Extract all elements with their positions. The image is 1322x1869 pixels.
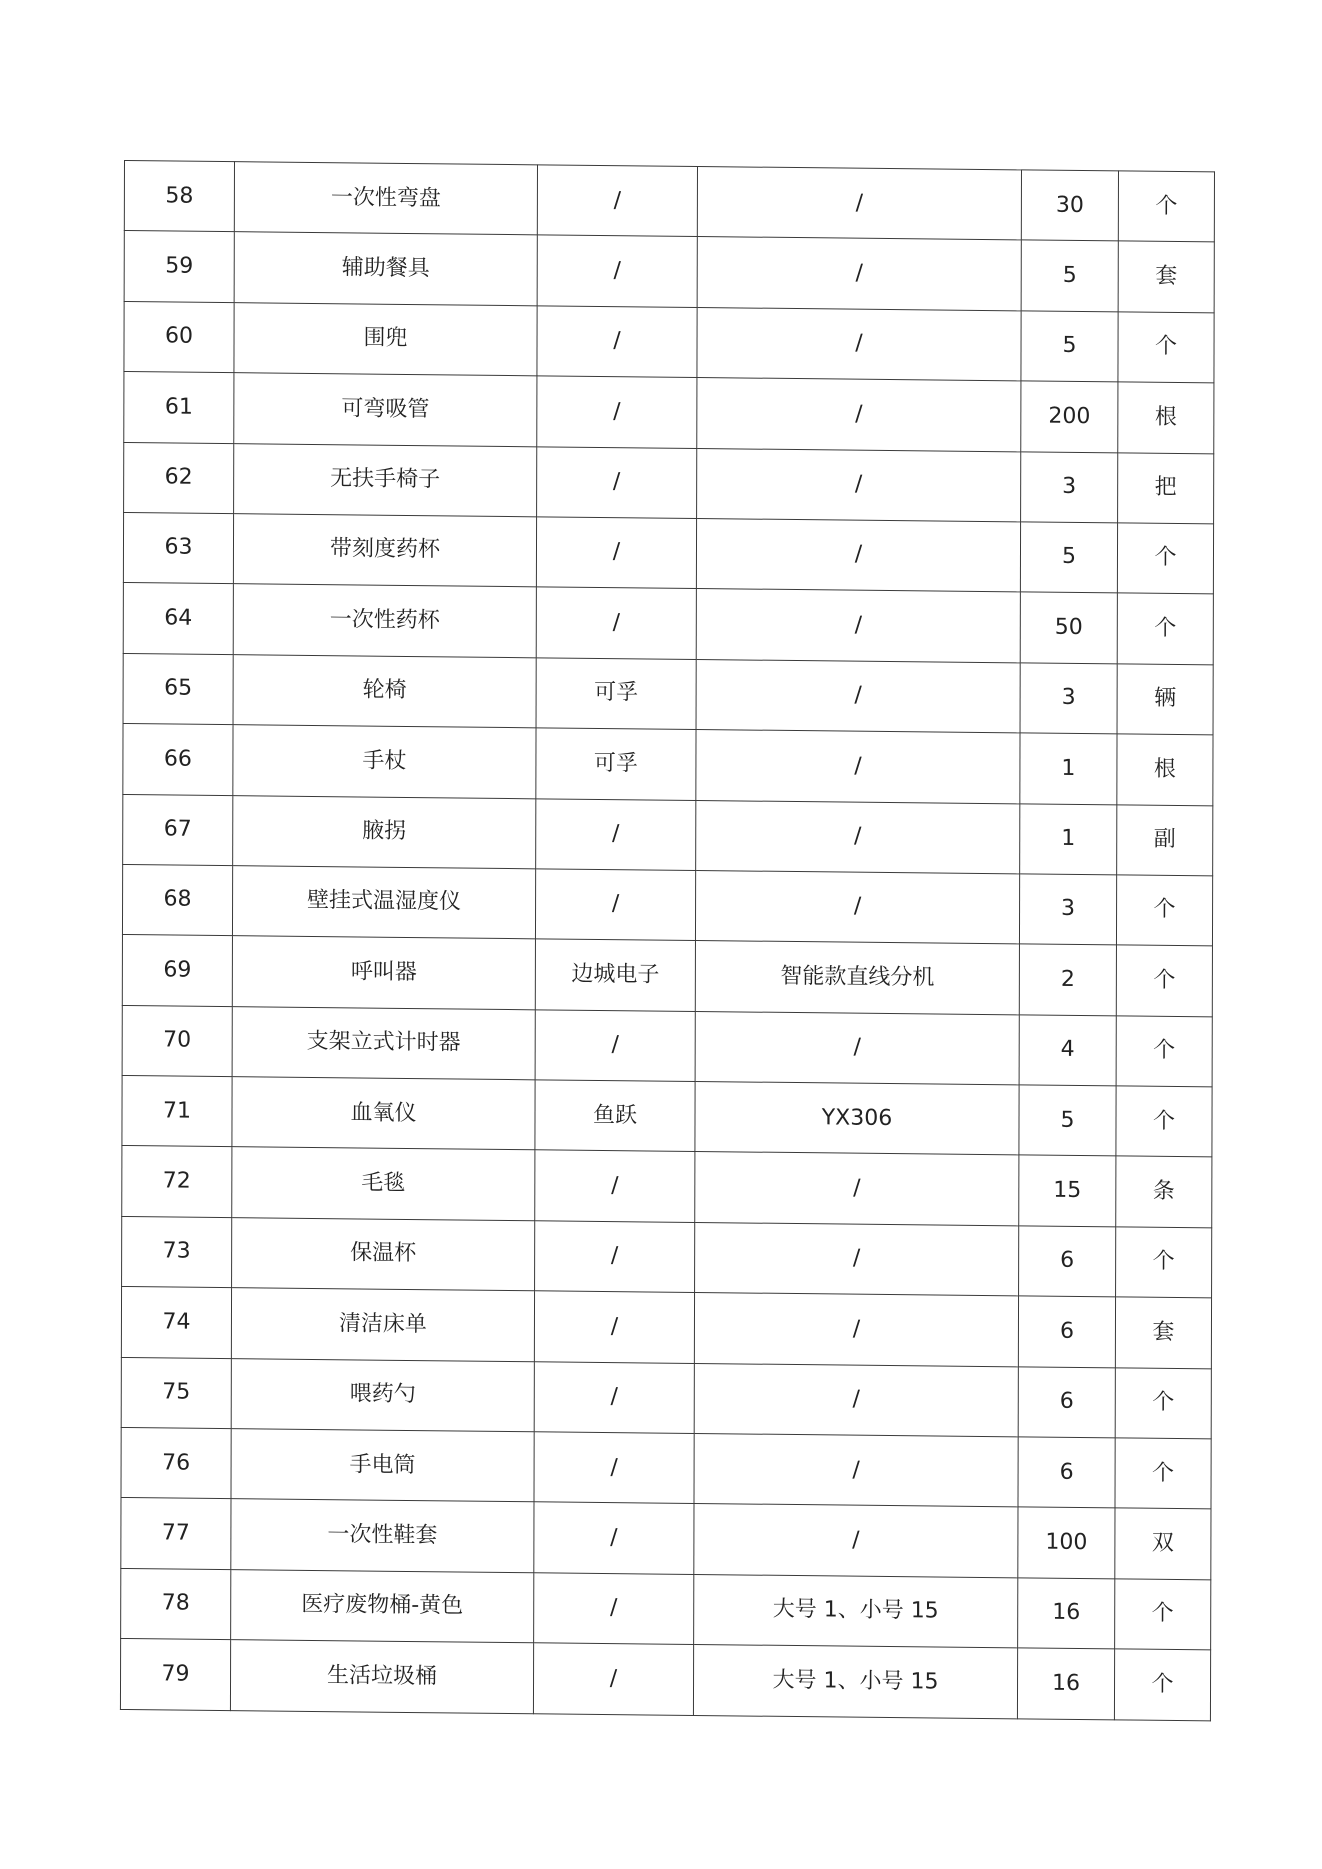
item-name-cell: 带刻度药杯 [233, 514, 536, 588]
brand-cell: / [535, 1009, 695, 1081]
quantity-cell: 3 [1021, 451, 1118, 522]
model-cell: / [696, 800, 1020, 874]
model-cell: / [697, 448, 1021, 522]
equipment-table-body [120, 161, 1214, 1721]
model-cell: / [697, 237, 1021, 311]
brand-cell: 鱼跃 [535, 1080, 695, 1152]
item-name-cell: 毛毯 [232, 1147, 535, 1221]
row-number-cell: 70 [122, 1005, 232, 1077]
brand-cell: / [536, 587, 696, 659]
unit-cell: 根 [1118, 382, 1214, 453]
model-cell: YX306 [695, 1082, 1019, 1156]
brand-cell: / [534, 1502, 694, 1574]
table-row [122, 1076, 1212, 1158]
table-row [121, 1357, 1211, 1439]
table-row [120, 1639, 1210, 1721]
unit-cell: 个 [1116, 875, 1212, 946]
table-row [124, 231, 1214, 313]
table-row [123, 794, 1213, 876]
row-number-cell: 63 [123, 512, 233, 584]
table-row [122, 1146, 1212, 1228]
model-cell: / [694, 1434, 1018, 1508]
row-number-cell: 74 [121, 1287, 231, 1359]
brand-cell: / [536, 798, 696, 870]
model-cell: 智能款直线分机 [695, 941, 1019, 1015]
item-name-cell: 辅助餐具 [234, 232, 537, 306]
item-name-cell: 喂药勺 [231, 1358, 534, 1432]
model-cell: / [695, 1222, 1019, 1296]
model-cell: / [696, 589, 1020, 663]
item-name-cell: 支架立式计时器 [232, 1006, 535, 1080]
brand-cell: 边城电子 [535, 939, 695, 1011]
item-name-cell: 围兜 [234, 302, 537, 376]
model-cell: / [697, 307, 1021, 381]
unit-cell: 个 [1117, 523, 1213, 594]
model-cell: / [695, 870, 1019, 944]
row-number-cell: 59 [124, 231, 234, 303]
row-number-cell: 68 [122, 864, 232, 936]
quantity-cell: 3 [1019, 874, 1116, 945]
table-row [124, 161, 1214, 243]
unit-cell: 个 [1116, 1016, 1212, 1087]
row-number-cell: 60 [124, 301, 234, 373]
table-row [124, 301, 1214, 383]
table-row [121, 1287, 1211, 1369]
unit-cell: 个 [1115, 1579, 1211, 1650]
brand-cell: / [537, 376, 697, 448]
unit-cell: 个 [1115, 1438, 1211, 1509]
brand-cell: / [537, 165, 697, 237]
row-number-cell: 69 [122, 935, 232, 1007]
row-number-cell: 77 [121, 1498, 231, 1570]
table-row [123, 653, 1213, 735]
brand-cell: / [537, 306, 697, 378]
row-number-cell: 73 [122, 1216, 232, 1288]
unit-cell: 个 [1117, 593, 1213, 664]
table-row [122, 864, 1212, 946]
unit-cell: 条 [1116, 1156, 1212, 1227]
quantity-cell: 4 [1019, 1015, 1116, 1086]
quantity-cell: 5 [1021, 311, 1118, 382]
brand-cell: 可孚 [536, 658, 696, 730]
item-name-cell: 可弯吸管 [234, 373, 537, 447]
row-number-cell: 75 [121, 1357, 231, 1429]
unit-cell: 副 [1117, 804, 1213, 875]
brand-cell: / [537, 446, 697, 518]
quantity-cell: 16 [1017, 1648, 1114, 1719]
quantity-cell: 30 [1021, 170, 1118, 241]
model-cell: 大号 1、小号 15 [694, 1574, 1018, 1648]
brand-cell: / [534, 1361, 694, 1433]
unit-cell: 套 [1115, 1297, 1211, 1368]
item-name-cell: 生活垃圾桶 [230, 1640, 533, 1714]
item-name-cell: 清洁床单 [231, 1288, 534, 1362]
unit-cell: 套 [1118, 241, 1214, 312]
brand-cell: 可孚 [536, 728, 696, 800]
unit-cell: 个 [1116, 1086, 1212, 1157]
quantity-cell: 16 [1018, 1578, 1115, 1649]
row-number-cell: 64 [123, 583, 233, 655]
quantity-cell: 6 [1019, 1226, 1116, 1297]
row-number-cell: 66 [123, 724, 233, 796]
row-number-cell: 79 [120, 1639, 230, 1711]
quantity-cell: 3 [1020, 663, 1117, 734]
row-number-cell: 67 [123, 794, 233, 866]
unit-cell: 把 [1118, 452, 1214, 523]
model-cell: / [695, 1152, 1019, 1226]
unit-cell: 个 [1115, 1368, 1211, 1439]
item-name-cell: 壁挂式温湿度仪 [232, 866, 535, 940]
item-name-cell: 医疗废物桶-黄色 [231, 1569, 534, 1643]
quantity-cell: 15 [1019, 1155, 1116, 1226]
item-name-cell: 轮椅 [233, 654, 536, 728]
item-name-cell: 无扶手椅子 [234, 443, 537, 517]
model-cell: / [695, 1011, 1019, 1085]
row-number-cell: 58 [124, 161, 234, 233]
row-number-cell: 72 [122, 1146, 232, 1218]
table-row [121, 1428, 1211, 1510]
unit-cell: 双 [1115, 1508, 1211, 1579]
quantity-cell: 5 [1019, 1085, 1116, 1156]
table-row [124, 442, 1214, 524]
quantity-cell: 5 [1021, 240, 1118, 311]
item-name-cell: 手电筒 [231, 1429, 534, 1503]
unit-cell: 个 [1114, 1649, 1210, 1720]
quantity-cell: 6 [1018, 1437, 1115, 1508]
row-number-cell: 78 [121, 1568, 231, 1640]
quantity-cell: 1 [1020, 803, 1117, 874]
item-name-cell: 保温杯 [232, 1217, 535, 1291]
table-row [123, 512, 1213, 594]
quantity-cell: 100 [1018, 1507, 1115, 1578]
table-row [123, 724, 1213, 806]
model-cell: / [694, 1363, 1018, 1437]
model-cell: / [696, 659, 1020, 733]
row-number-cell: 65 [123, 653, 233, 725]
quantity-cell: 2 [1019, 944, 1116, 1015]
quantity-cell: 5 [1020, 522, 1117, 593]
model-cell: / [697, 167, 1021, 241]
table-row [124, 372, 1214, 454]
model-cell: / [694, 1293, 1018, 1367]
quantity-cell: 6 [1018, 1367, 1115, 1438]
table-row [121, 1498, 1211, 1580]
model-cell: / [696, 518, 1020, 592]
brand-cell: / [537, 235, 697, 307]
brand-cell: / [535, 1221, 695, 1293]
table-row [121, 1568, 1211, 1650]
brand-cell: / [533, 1643, 693, 1715]
row-number-cell: 61 [124, 372, 234, 444]
model-cell: / [696, 730, 1020, 804]
equipment-table [120, 160, 1215, 1721]
brand-cell: / [534, 1573, 694, 1645]
unit-cell: 个 [1116, 945, 1212, 1016]
item-name-cell: 呼叫器 [232, 936, 535, 1010]
brand-cell: / [535, 869, 695, 941]
item-name-cell: 腋拐 [233, 795, 536, 869]
table-row [122, 935, 1212, 1017]
brand-cell: / [534, 1291, 694, 1363]
item-name-cell: 一次性药杯 [233, 584, 536, 658]
unit-cell: 个 [1118, 312, 1214, 383]
quantity-cell: 200 [1021, 381, 1118, 452]
unit-cell: 根 [1117, 734, 1213, 805]
unit-cell: 个 [1116, 1227, 1212, 1298]
row-number-cell: 76 [121, 1428, 231, 1500]
row-number-cell: 62 [124, 442, 234, 514]
unit-cell: 辆 [1117, 664, 1213, 735]
row-number-cell: 71 [122, 1076, 232, 1148]
table-row [123, 583, 1213, 665]
quantity-cell: 1 [1020, 733, 1117, 804]
unit-cell: 个 [1118, 171, 1214, 242]
table-row [122, 1005, 1212, 1087]
model-cell: / [697, 378, 1021, 452]
brand-cell: / [535, 1150, 695, 1222]
brand-cell: / [534, 1432, 694, 1504]
item-name-cell: 血氧仪 [232, 1077, 535, 1151]
quantity-cell: 50 [1020, 592, 1117, 663]
brand-cell: / [536, 517, 696, 589]
quantity-cell: 6 [1018, 1296, 1115, 1367]
table-row [122, 1216, 1212, 1298]
item-name-cell: 一次性鞋套 [231, 1499, 534, 1573]
item-name-cell: 手杖 [233, 725, 536, 799]
model-cell: 大号 1、小号 15 [693, 1645, 1017, 1719]
item-name-cell: 一次性弯盘 [234, 162, 537, 236]
model-cell: / [694, 1504, 1018, 1578]
